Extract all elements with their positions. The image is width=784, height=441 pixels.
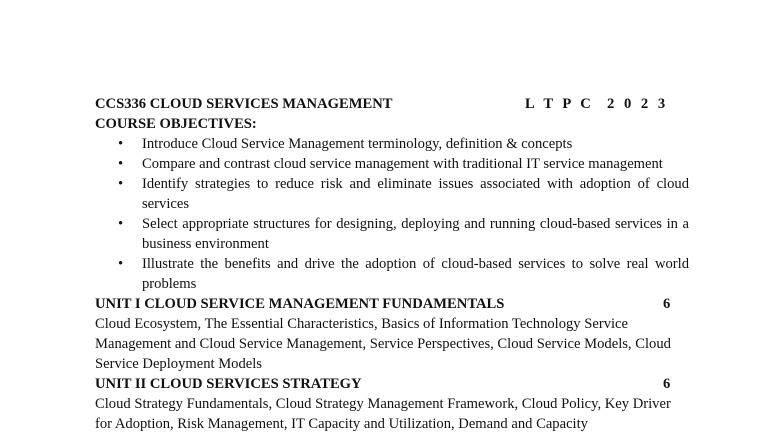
objective-item: • Compare and contrast cloud service management with traditional IT service management bbox=[142, 154, 689, 174]
syllabus-page bbox=[95, 94, 689, 434]
objectives-heading: COURSE OBJECTIVES: bbox=[95, 116, 257, 132]
course-header bbox=[95, 94, 689, 114]
unit-hours: 6 bbox=[663, 296, 671, 312]
unit-heading bbox=[95, 374, 689, 394]
objective-item: • Illustrate the benefits and drive the adoption of cloud-based services to solve real world problems bbox=[142, 254, 689, 294]
course-title: CCS336 CLOUD SERVICES MANAGEMENT bbox=[95, 96, 393, 112]
ltpc-values: 2 0 2 3 bbox=[607, 96, 669, 112]
unit-hours: 6 bbox=[663, 376, 671, 392]
objective-item: • Identify strategies to reduce risk and eliminate issues associated with adoption of cloud services bbox=[142, 174, 689, 214]
unit-title: UNIT I CLOUD SERVICE MANAGEMENT FUNDAMENTALS bbox=[95, 296, 505, 312]
ltpc-label: L T P C bbox=[525, 96, 594, 112]
unit-body: Cloud Strategy Fundamentals, Cloud Strategy Management Framework, Cloud Policy, Key Driver for Adoption, Risk Management, IT Capacity and Utilization, Demand and Capacity bbox=[95, 396, 671, 432]
unit-title: UNIT II CLOUD SERVICES STRATEGY bbox=[95, 376, 362, 392]
objective-item: • Select appropriate structures for designing, deploying and running cloud-based services in a business environment bbox=[142, 214, 689, 254]
objectives-list bbox=[95, 134, 689, 294]
unit-heading bbox=[95, 294, 689, 314]
unit-body: Cloud Ecosystem, The Essential Characteristics, Basics of Information Technology Service Management and Cloud Service Management, Service Perspectives, Cloud Service Models, Cloud Service Deployment Models bbox=[95, 316, 671, 372]
objective-item: • Introduce Cloud Service Management terminology, definition & concepts bbox=[142, 134, 689, 154]
